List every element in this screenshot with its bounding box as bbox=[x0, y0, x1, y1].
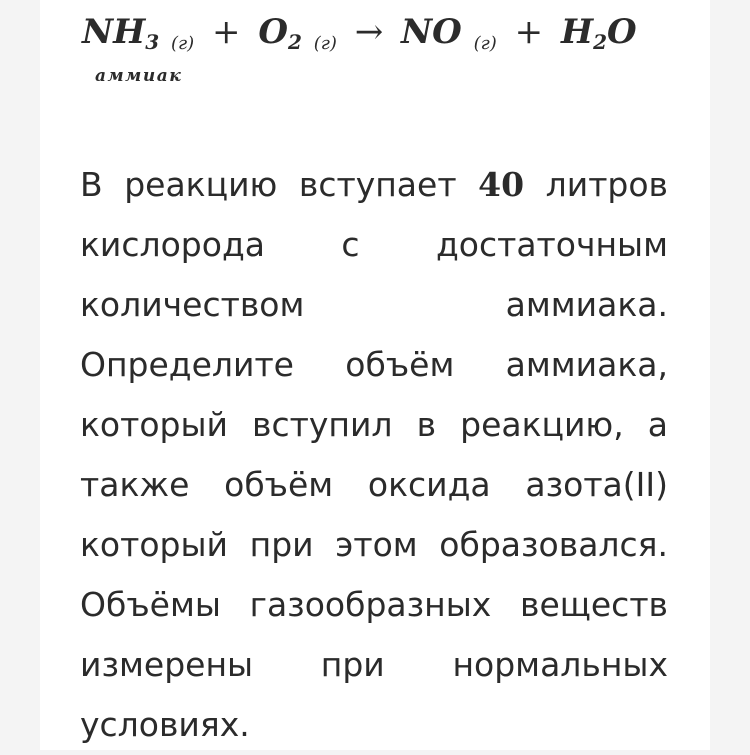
oxygen-subscript: 2 bbox=[287, 30, 302, 54]
oxygen-formula: O bbox=[258, 12, 288, 52]
gas-state-label: (г) bbox=[313, 33, 337, 54]
ammonia-subscript: 3 bbox=[145, 30, 160, 54]
ammonia-label: аммиак bbox=[95, 66, 183, 86]
nitric-oxide-formula: NO bbox=[401, 12, 462, 52]
oxygen-volume-number: 40 bbox=[478, 165, 525, 204]
plus-sign: + bbox=[514, 12, 544, 52]
problem-text-part1: В реакцию вступает bbox=[80, 165, 479, 204]
gas-state-label: (г) bbox=[473, 33, 497, 54]
document-page bbox=[40, 0, 710, 750]
problem-text-part2: литров кислорода с достаточным количеством аммиака. Определите объём аммиака, который вступил в реакцию, а также объём оксида азота(II) который при этом образовался. Объёмы газообразных веществ измерены при нормальных условиях. bbox=[80, 165, 669, 744]
water-formula-o: O bbox=[606, 12, 637, 52]
water-subscript: 2 bbox=[593, 30, 607, 54]
gas-state-label: (г) bbox=[170, 33, 195, 54]
reaction-arrow: → bbox=[354, 12, 384, 52]
reaction-equation bbox=[82, 8, 672, 56]
ammonia-formula: NH bbox=[82, 12, 146, 52]
plus-sign: + bbox=[211, 12, 241, 52]
water-formula-h: H bbox=[560, 12, 594, 52]
problem-text bbox=[80, 155, 668, 755]
